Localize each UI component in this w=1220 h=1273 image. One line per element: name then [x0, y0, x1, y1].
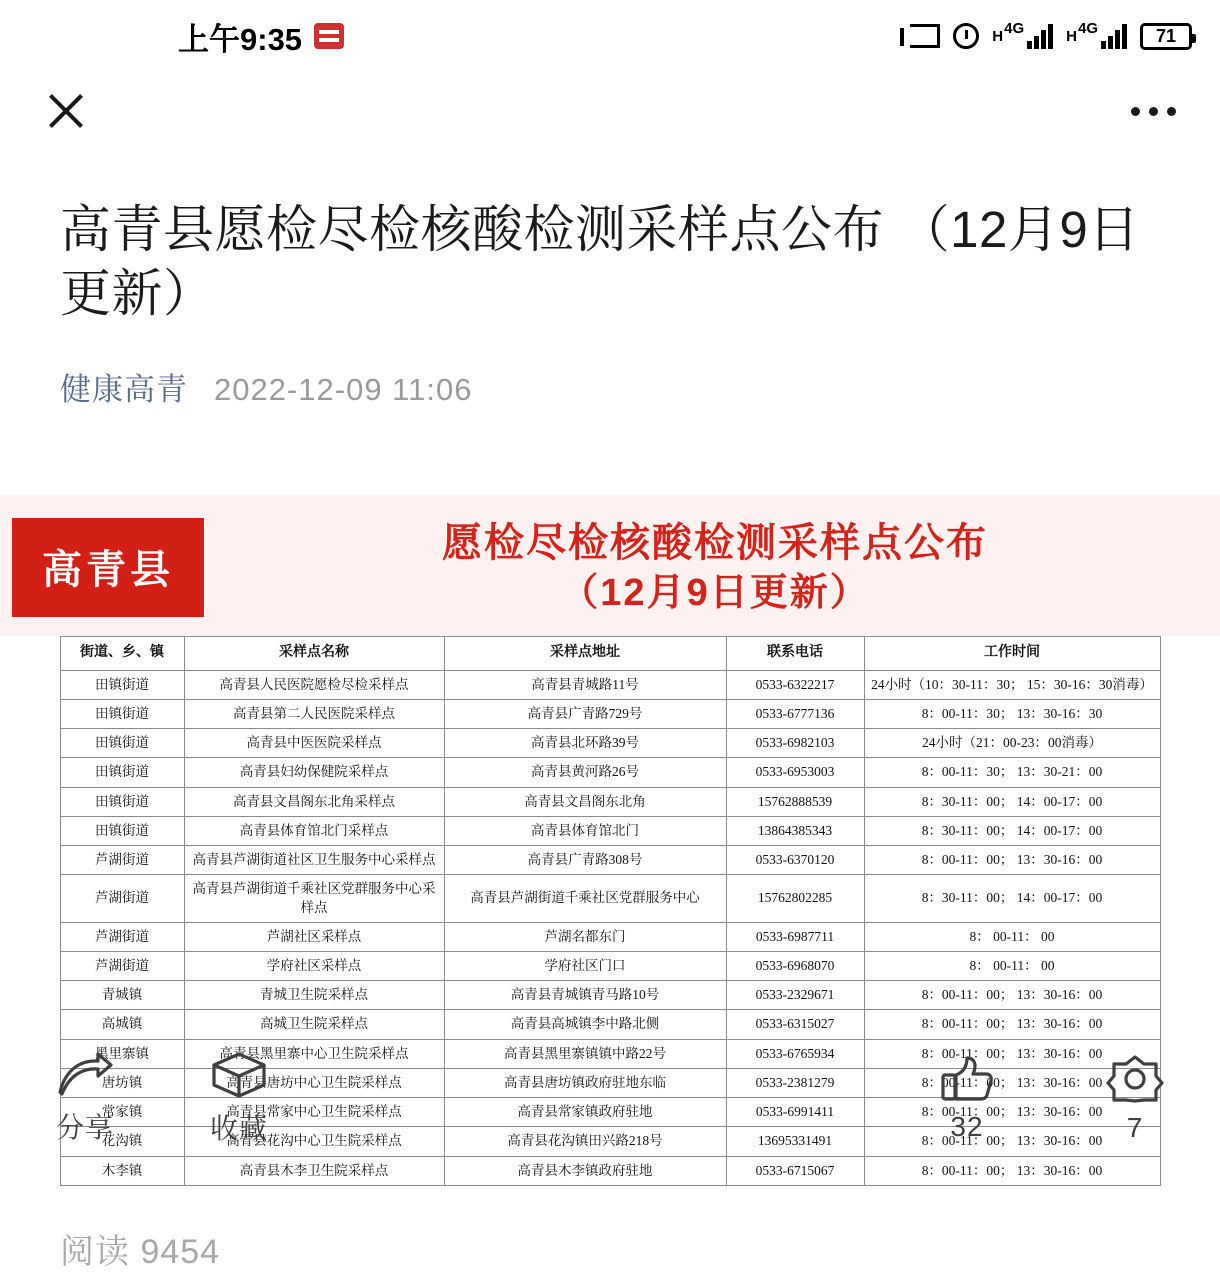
cell-hours: 8：30-11：00； 14：00-17：00: [864, 875, 1160, 922]
cell-site-name: 高青县芦湖街道社区卫生服务中心采样点: [184, 846, 444, 875]
cell-district: 田镇街道: [60, 670, 184, 699]
cell-hours: 8：00-11：30； 13：30-16：30: [864, 700, 1160, 729]
table-row: [60, 846, 1160, 875]
column-header: 街道、乡、镇: [60, 636, 184, 670]
cell-district: 田镇街道: [60, 729, 184, 758]
cell-site-name: 高青县木李卫生院采样点: [184, 1156, 444, 1185]
cell-district: 高城镇: [60, 1010, 184, 1039]
wow-flower-icon: [1106, 1054, 1164, 1104]
cell-site-name: 高青县第二人民医院采样点: [184, 700, 444, 729]
poster-title-line2: （12月9日更新）: [560, 571, 870, 614]
cell-district: 芦湖街道: [60, 846, 184, 875]
read-label: 阅读: [60, 1232, 130, 1271]
cell-hours: 8：00-11：00； 13：30-16：00: [864, 1156, 1160, 1185]
cell-site-name: 高青县常家中心卫生院采样点: [184, 1098, 444, 1127]
cell-phone: 0533-6315027: [726, 1010, 864, 1039]
cell-site-name: 青城卫生院采样点: [184, 981, 444, 1010]
cell-address: 芦湖名都东门: [444, 922, 726, 951]
cell-phone: 0533-6982103: [726, 729, 864, 758]
cell-address: 高青县木李镇政府驻地: [444, 1156, 726, 1185]
sim1-bars-icon: [1027, 23, 1053, 49]
cell-phone: 15762802285: [726, 875, 864, 922]
cell-site-name: 学府社区采样点: [184, 951, 444, 980]
cell-hours: 24小时（21：00-23：00消毒）: [864, 729, 1160, 758]
article-meta: [60, 364, 1160, 409]
table-header-row: [60, 636, 1160, 670]
cell-district: 田镇街道: [60, 700, 184, 729]
cell-address: 高青县广青路729号: [444, 700, 726, 729]
cell-district: 花沟镇: [60, 1127, 184, 1156]
article-header: [0, 198, 1220, 409]
cell-district: 田镇街道: [60, 816, 184, 845]
cell-district: 常家镇: [60, 1098, 184, 1127]
cell-hours: 8：00-11：00； 13：30-16：00: [864, 1127, 1160, 1156]
column-header: 工作时间: [864, 636, 1160, 670]
like-count: 32: [950, 1111, 984, 1142]
cell-phone: 0533-6968070: [726, 951, 864, 980]
cell-address: 高青县文昌阁东北角: [444, 787, 726, 816]
table-row: [60, 816, 1160, 845]
screen-cast-icon: [910, 24, 940, 48]
cell-address: 高青县黑里寨镇镇中路22号: [444, 1039, 726, 1068]
cell-phone: 0533-6777136: [726, 700, 864, 729]
column-header: 联系电话: [726, 636, 864, 670]
cell-site-name: 芦湖社区采样点: [184, 922, 444, 951]
cell-hours: 8：00-11：00； 13：30-16：00: [864, 846, 1160, 875]
cell-district: 芦湖街道: [60, 951, 184, 980]
cell-hours: 8： 00-11： 00: [864, 951, 1160, 980]
cell-district: 田镇街道: [60, 787, 184, 816]
cell-hours: 24小时（10：30-11：30； 15：30-16：30消毒）: [864, 670, 1160, 699]
sim1-network-prefix: H: [992, 28, 1004, 45]
cell-address: 高青县青城路11号: [444, 670, 726, 699]
column-header: 采样点名称: [184, 636, 444, 670]
like-button[interactable]: [940, 1055, 994, 1143]
bottom-bar-right: [940, 1054, 1164, 1144]
cell-phone: 13864385343: [726, 816, 864, 845]
cell-site-name: 高青县文昌阁东北角采样点: [184, 787, 444, 816]
sim1-network-type: 4G: [1004, 20, 1025, 37]
poster-title: [210, 517, 1220, 618]
cell-address: 高青县花沟镇田兴路218号: [444, 1127, 726, 1156]
battery-level: 71: [1155, 25, 1177, 46]
cell-phone: 0533-6953003: [726, 758, 864, 787]
wow-button[interactable]: [1106, 1054, 1164, 1144]
cell-district: 田镇街道: [60, 758, 184, 787]
poster-header: [0, 495, 1220, 636]
cell-phone: 0533-6370120: [726, 846, 864, 875]
table-row: [60, 729, 1160, 758]
table-row: [60, 1156, 1160, 1185]
column-header: 采样点地址: [444, 636, 726, 670]
cell-address: 高青县唐坊镇政府驻地东临: [444, 1068, 726, 1097]
cell-phone: 13695331491: [726, 1127, 864, 1156]
sim2-bars-icon: [1101, 23, 1127, 49]
alarm-clock-icon: [953, 23, 979, 49]
cell-phone: 15762888539: [726, 787, 864, 816]
status-bar: [0, 0, 1220, 72]
page-title: 高青县愿检尽检核酸检测采样点公布 （12月9日更新）: [60, 201, 1140, 322]
poster-title-line1: 愿检尽检核酸检测采样点公布: [442, 520, 988, 565]
cell-hours: 8：00-11：00； 13：30-16：00: [864, 1098, 1160, 1127]
cell-site-name: 高青县妇幼保健院采样点: [184, 758, 444, 787]
cell-site-name: 高青县芦湖街道千乘社区党群服务中心采样点: [184, 875, 444, 922]
share-arrow-icon: [56, 1052, 114, 1098]
cell-site-name: 高青县黑里寨中心卫生院采样点: [184, 1039, 444, 1068]
read-count: 9454: [140, 1232, 221, 1271]
cell-site-name: 高城卫生院采样点: [184, 1010, 444, 1039]
status-clock: 上午9:35: [178, 21, 303, 57]
table-row: [60, 1010, 1160, 1039]
cell-address: 高青县黄河路26号: [444, 758, 726, 787]
share-label: 分享: [56, 1112, 115, 1143]
cell-site-name: 高青县花沟中心卫生院采样点: [184, 1127, 444, 1156]
table-row: [60, 875, 1160, 922]
cell-site-name: 高青县体育馆北门采样点: [184, 816, 444, 845]
cell-hours: 8：00-11：00； 13：30-16：00: [864, 1068, 1160, 1097]
cell-site-name: 高青县中医医院采样点: [184, 729, 444, 758]
cell-hours: 8：00-11：00； 13：30-16：00: [864, 1010, 1160, 1039]
cell-address: 高青县广青路308号: [444, 846, 726, 875]
status-bar-left: [178, 14, 344, 59]
table-row: [60, 700, 1160, 729]
cell-phone: 0533-6322217: [726, 670, 864, 699]
publish-timestamp: 2022-12-09 11:06: [214, 371, 473, 407]
cell-address: 高青县北环路39号: [444, 729, 726, 758]
cell-address: 高青县芦湖街道千乘社区党群服务中心: [444, 875, 726, 922]
sim2-network-prefix: H: [1066, 28, 1077, 45]
cell-phone: 0533-6765934: [726, 1039, 864, 1068]
sim2-signal-icon: [1066, 20, 1127, 49]
cell-site-name: 高青县唐坊中心卫生院采样点: [184, 1068, 444, 1097]
cell-site-name: 高青县人民医院愿检尽检采样点: [184, 670, 444, 699]
cell-address: 高青县高城镇李中路北侧: [444, 1010, 726, 1039]
table-row: [60, 758, 1160, 787]
table-row: [60, 951, 1160, 980]
cell-hours: 8：30-11：00； 14：00-17：00: [864, 787, 1160, 816]
cell-district: 芦湖街道: [60, 875, 184, 922]
sim1-signal-icon: [992, 20, 1053, 49]
cell-address: 高青县常家镇政府驻地: [444, 1098, 726, 1127]
favorite-label: 收藏: [210, 1113, 269, 1144]
cell-district: 木李镇: [60, 1156, 184, 1185]
nav-bar: [0, 72, 1220, 150]
cell-hours: 8：00-11：00； 13：30-16：00: [864, 981, 1160, 1010]
cell-hours: 8：30-11：00； 14：00-17：00: [864, 816, 1160, 845]
table-row: [60, 670, 1160, 699]
cell-phone: 0533-6991411: [726, 1098, 864, 1127]
cell-phone: 0533-6987711: [726, 922, 864, 951]
cell-address: 高青县体育馆北门: [444, 816, 726, 845]
cell-district: 芦湖街道: [60, 922, 184, 951]
table-row: [60, 922, 1160, 951]
favorite-box-icon: [210, 1051, 268, 1099]
table-row: [60, 787, 1160, 816]
bottom-action-bar: [0, 1038, 1220, 1160]
cell-hours: 8：00-11：00； 13：30-16：00: [864, 1039, 1160, 1068]
table-row: [60, 981, 1160, 1010]
county-tag: 高青县: [12, 518, 204, 617]
share-button[interactable]: [56, 1052, 114, 1146]
cell-district: 黑里寨镇: [60, 1039, 184, 1068]
sim2-network-type: 4G: [1077, 20, 1098, 37]
favorite-button[interactable]: [210, 1051, 268, 1147]
thumbs-up-icon: [940, 1055, 994, 1103]
wow-count: 7: [1126, 1112, 1144, 1143]
read-count-row: [0, 1190, 1220, 1273]
close-icon[interactable]: [44, 89, 88, 133]
cell-phone: 0533-2329671: [726, 981, 864, 1010]
battery-icon: [1140, 23, 1192, 50]
status-bar-right: [910, 20, 1192, 50]
cell-address: 高青县青城镇青马路10号: [444, 981, 726, 1010]
cell-district: 唐坊镇: [60, 1068, 184, 1097]
account-name[interactable]: 健康高青: [60, 371, 188, 407]
cell-hours: 8：00-11：30； 13：30-21：00: [864, 758, 1160, 787]
wechat-badge-icon: [314, 23, 344, 49]
cell-district: 青城镇: [60, 981, 184, 1010]
cell-phone: 0533-2381279: [726, 1068, 864, 1097]
cell-phone: 0533-6715067: [726, 1156, 864, 1185]
more-options-icon[interactable]: [1131, 107, 1176, 116]
cell-hours: 8： 00-11： 00: [864, 922, 1160, 951]
cell-address: 学府社区门口: [444, 951, 726, 980]
